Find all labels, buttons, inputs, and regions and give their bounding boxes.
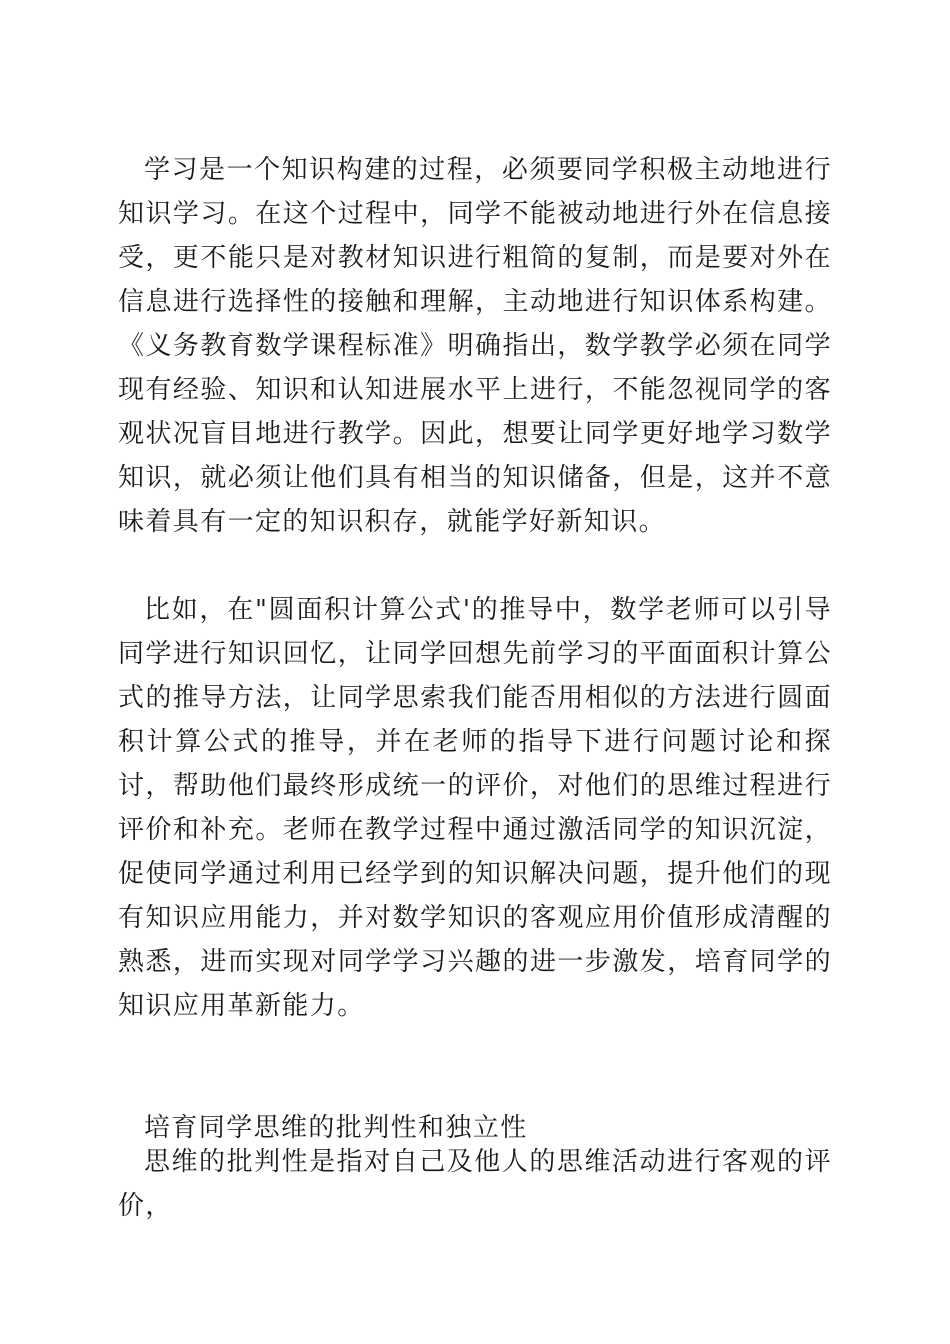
body-paragraph: 学习是一个知识构建的过程，必须要同学积极主动地进行知识学习。在这个过程中，同学不能被动地进行外在信息接受，更不能只是对教材知识进行粗简的复制，而是要对外在信息进行选择性的接触和理解，主动地进行知识体系构建。《义务教育数学课程标准》明确指出，数学教学必须在同学现有经验、知识和认知进展水平上进行，不能忽视同学的客观状况盲目地进行教学。因此，想要让同学更好地学习数学知识，就必须让他们具有相当的知识储备，但是，这并不意味着具有一定的知识积存，就能学好新知识。 (118, 155, 832, 537)
section-heading: 培育同学思维的批判性和独立性 (144, 1113, 528, 1143)
body-paragraph: 思维的批判性是指对自己及他人的思维活动进行客观的评价， (118, 1147, 832, 1221)
body-paragraph: 比如，在"圆面积计算公式'的推导中，数学老师可以引导同学进行知识回忆，让同学回想先前学习的平面面积计算公式的推导方法，让同学思索我们能否用相似的方法进行圆面积计算公式的推导，并在老师的指导下进行问题讨论和探讨，帮助他们最终形成统一的评价，对他们的思维过程进行评价和补充。老师在教学过程中通过激活同学的知识沉淀，促使同学通过利用已经学到的知识解决问题，提升他们的现有知识应用能力，并对数学知识的客观应用价值形成清醒的熟悉，进而实现对同学学习兴趣的进一步激发，培育同学的知识应用革新能力。 (118, 595, 832, 1021)
